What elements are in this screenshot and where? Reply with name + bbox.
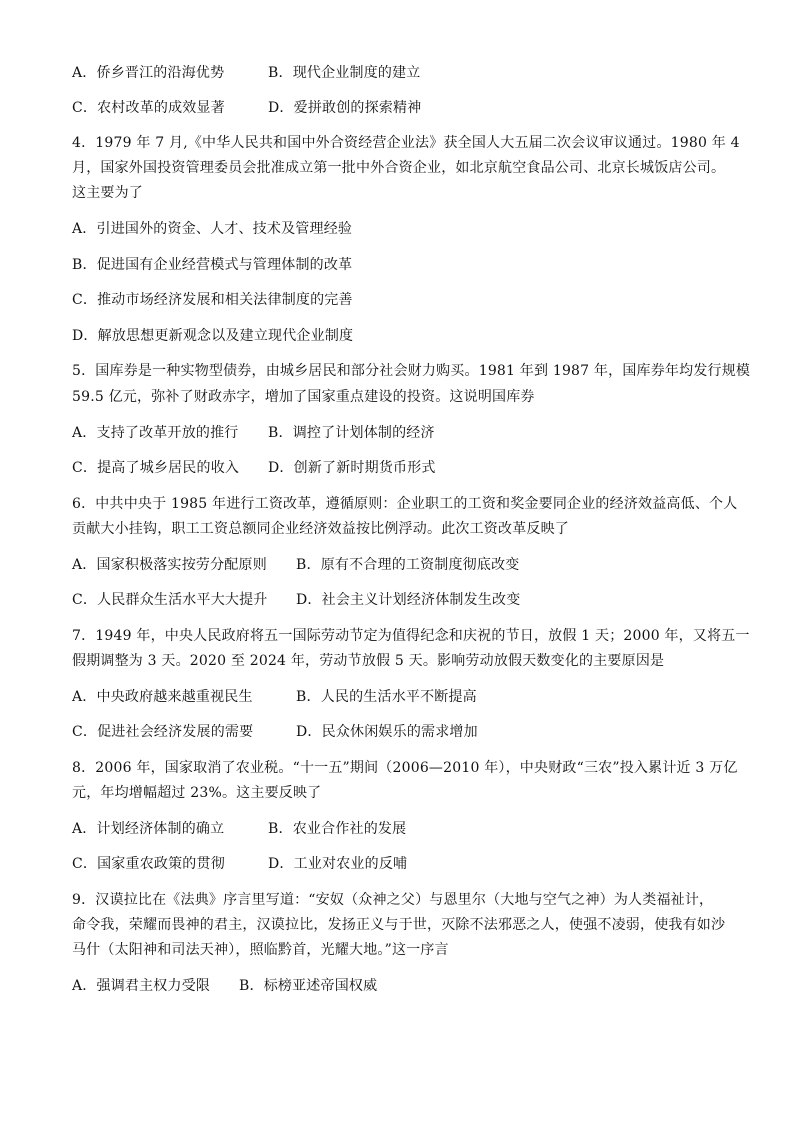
q6-option-a: A．国家积极落实按劳分配原则 [72,557,267,573]
q8-stem-line-1: 8．2006 年，国家取消了农业税。“十一五”期间（2006—2010 年），中央财政“三农”投入累计近 3 万亿 [72,760,738,776]
q7-stem-line-2: 假期调整为 3 天。2020 至 2024 年，劳动节放假 5 天。影响劳动放假天数变化的主要原因是 [72,653,665,669]
q4-option-d: D．解放思想更新观念以及建立现代企业制度 [72,328,354,344]
q3-option-c: C．农村改革的成效显著 [72,100,225,116]
q7-option-d: D．民众休闲娱乐的需求增加 [296,724,478,740]
q9-stem-line-3: 马什（太阳神和司法天神），照临黔首，光耀大地。”这一序言 [72,942,449,958]
q4-option-b: B．促进国有企业经营模式与管理体制的改革 [72,257,353,273]
q9-option-a: A．强调君主权力受限 [72,978,211,994]
q8-option-b: B．农业合作社的发展 [268,821,407,837]
q7-option-b: B．人民的生活水平不断提高 [296,689,477,705]
q9-stem-line-2: 命令我，荣耀而畏神的君主，汉谟拉比，发扬正义与于世，灭除不法邪恶之人，使强不凌弱，使我有如沙 [72,917,726,933]
q8-option-c: C．国家重农政策的贯彻 [72,856,225,872]
q3-option-d: D．爱拼敢创的探索精神 [268,100,422,116]
q3-option-a: A．侨乡晋江的沿海优势 [72,65,225,81]
q6-stem-line-2: 贡献大小挂钩，职工工资总额同企业经济效益按比例浮动。此次工资改革反映了 [72,521,569,537]
q5-option-c: C．提高了城乡居民的收入 [72,460,240,476]
q5-stem-line-2: 59.5 亿元，弥补了财政赤字，增加了国家重点建设的投资。这说明国库券 [72,389,535,405]
q5-option-d: D．创新了新时期货币形式 [268,460,436,476]
q6-option-b: B．原有不合理的工资制度彻底改变 [296,557,520,573]
q7-stem-line-1: 7．1949 年，中央人民政府将五一国际劳动节定为值得纪念和庆祝的节日，放假 1 天；2000 年，又将五一 [72,628,750,644]
q6-option-c: C．人民群众生活水平大大提升 [72,592,268,608]
q4-stem-line-3: 这主要为了 [72,185,143,201]
q3-option-b: B．现代企业制度的建立 [268,65,421,81]
q5-stem-line-1: 5．国库券是一种实物型债券，由城乡居民和部分社会财力购买。1981 年到 1987 年，国库券年均发行规模 [72,363,751,379]
q4-stem-line-2: 月，国家外国投资管理委员会批准成立第一批中外合资企业，如北京航空食品公司、北京长城饭店公司。 [72,160,726,176]
q5-option-a: A．支持了改革开放的推行 [72,425,239,441]
q8-stem-line-2: 元，年均增幅超过 23%。这主要反映了 [72,785,322,801]
q7-option-a: A．中央政府越来越重视民生 [72,689,253,705]
q4-option-c: C．推动市场经济发展和相关法律制度的完善 [72,292,353,308]
q6-option-d: D．社会主义计划经济体制发生改变 [296,592,521,608]
q9-stem-line-1: 9．汉谟拉比在《法典》序言里写道：“安奴（众神之父）与恩里尔（大地与空气之神）为人类福祉计， [72,892,714,908]
q7-option-c: C．促进社会经济发展的需要 [72,724,254,740]
q4-stem-line-1: 4．1979 年 7 月,《中华人民共和国中外合资经营企业法》获全国人大五届二次会议审议通过。1980 年 4 [72,135,740,151]
q8-option-a: A．计划经济体制的确立 [72,821,225,837]
q6-stem-line-1: 6．中共中央于 1985 年进行工资改革，遵循原则：企业职工的工资和奖金要同企业的经济效益高低、个人 [72,496,738,512]
q8-option-d: D．工业对农业的反哺 [268,856,408,872]
q9-option-b: B．标榜亚述帝国权威 [239,978,378,994]
q5-option-b: B．调控了计划体制的经济 [268,425,435,441]
q4-option-a: A．引进国外的资金、人才、技术及管理经验 [72,221,353,237]
